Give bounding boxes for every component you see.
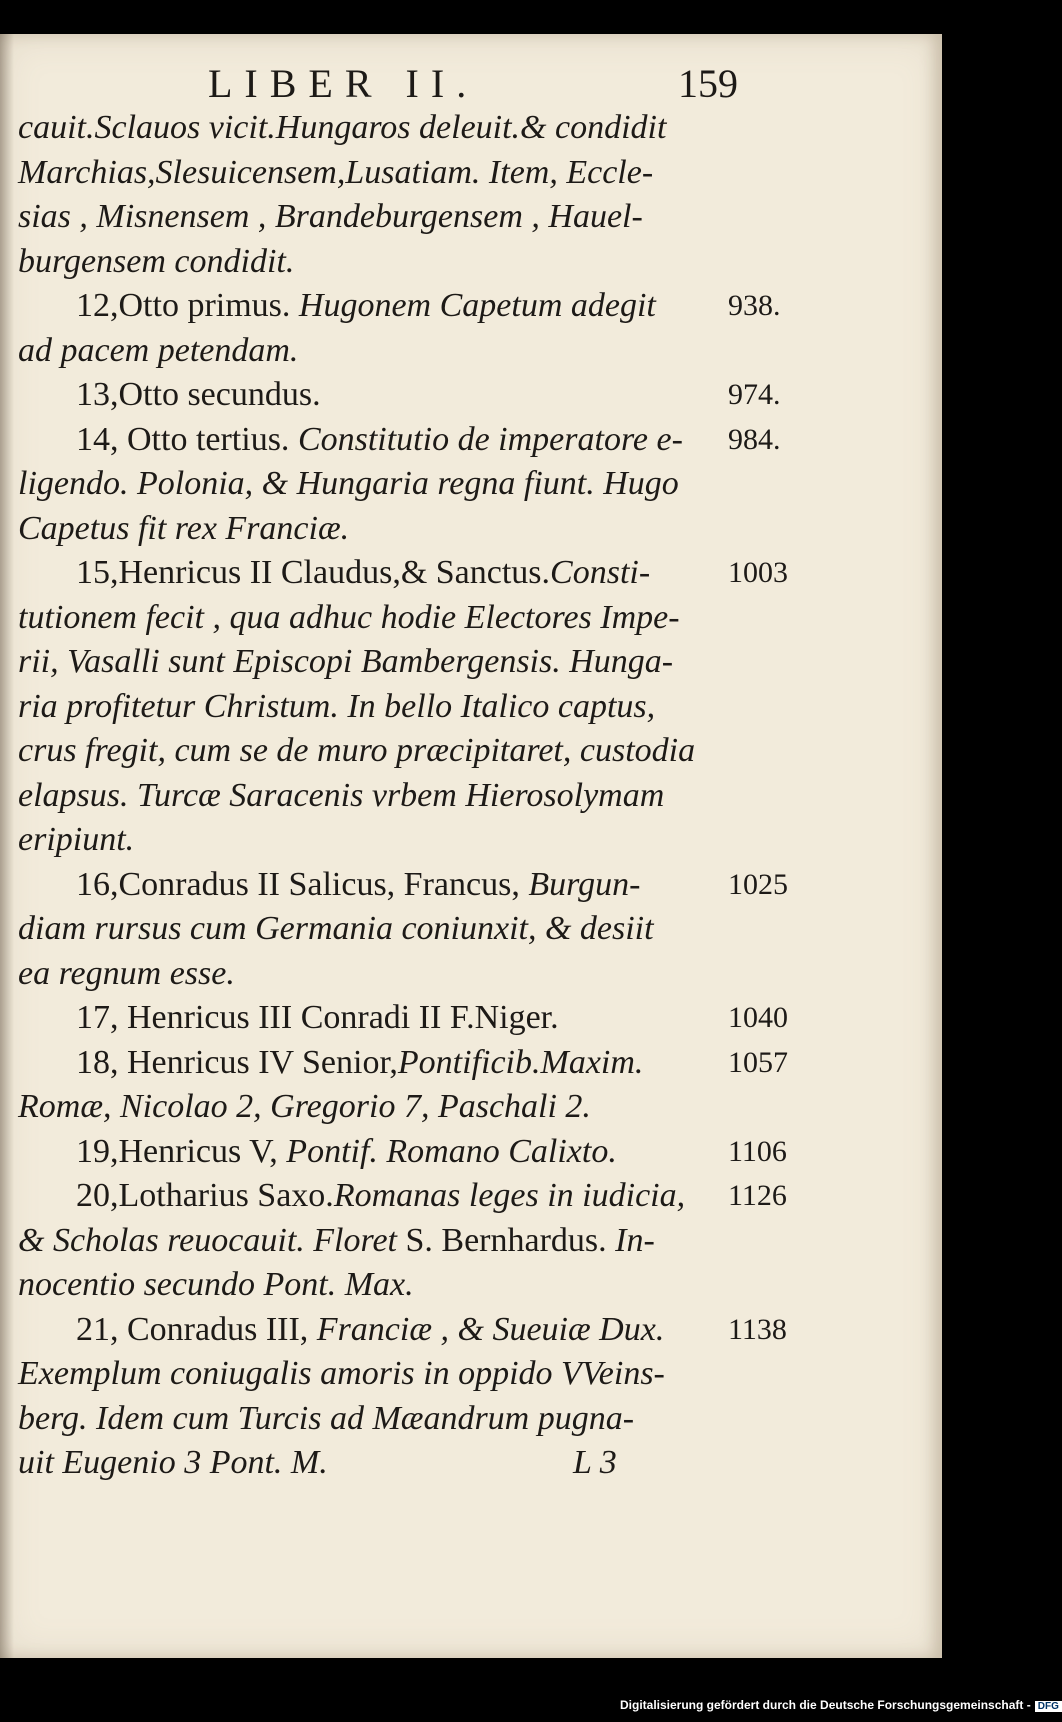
text-line xyxy=(18,1308,818,1353)
margin-year: 974. xyxy=(728,378,781,411)
margin-year: 984. xyxy=(728,422,781,456)
text-line xyxy=(18,284,818,329)
entry-title: 20,Lotharius Saxo. xyxy=(76,1177,334,1214)
italic-text: Marchias,Slesuicensem,Lusatiam. Item, Eccle- xyxy=(18,153,654,191)
entry-title: 13,Otto secundus. xyxy=(76,376,321,413)
margin-year: 1040 xyxy=(728,1001,788,1034)
margin-year: 1025 xyxy=(728,867,788,901)
text-line xyxy=(18,151,818,196)
text-line xyxy=(18,507,818,552)
text-line xyxy=(18,1352,818,1397)
text-line xyxy=(18,1219,818,1264)
italic-text: elapsus. Turcæ Saracenis vrbem Hierosolymam xyxy=(18,776,665,814)
italic-text: crus fregit, cum se de muro præcipitaret, custodia xyxy=(18,732,696,769)
entry-note: Constitutio de imperatore e- xyxy=(297,420,683,458)
italic-text: ria profitetur Christum. In bello Italico captus, xyxy=(18,687,656,725)
text-line xyxy=(18,106,818,151)
text-line xyxy=(18,1174,818,1219)
text-line xyxy=(18,1263,818,1308)
margin-year: 938. xyxy=(728,289,781,322)
running-header xyxy=(18,60,818,106)
text-line xyxy=(18,640,818,685)
entry-note: Pontificib.Maxim. xyxy=(397,1043,644,1081)
italic-text: In- xyxy=(615,1221,655,1259)
text-line xyxy=(18,996,818,1041)
margin-year: 1138 xyxy=(728,1312,787,1346)
entry-note: Consti- xyxy=(550,554,651,591)
text-line xyxy=(18,418,818,463)
text-line xyxy=(18,863,818,908)
signature-mark: L 3 xyxy=(573,1444,617,1481)
roman-text: S. Bernhardus. xyxy=(405,1221,616,1259)
italic-text: diam rursus cum Germania coniunxit, & desiit xyxy=(18,910,654,947)
text-line xyxy=(18,774,818,819)
italic-text: Capetus fit rex Franciæ. xyxy=(18,509,350,547)
entry-note: Pontif. Romano Calixto. xyxy=(286,1132,617,1170)
entry-title: 18, Henricus IV Senior, xyxy=(76,1043,398,1081)
page-number: 159 xyxy=(678,61,738,106)
italic-text: Exemplum coniugalis amoris in oppido VVeins- xyxy=(18,1355,665,1392)
text-line xyxy=(18,195,818,240)
entry-note: Burgun- xyxy=(528,865,641,903)
margin-year: 1126 xyxy=(728,1179,787,1212)
italic-text: berg. Idem cum Turcis ad Mæandrum pugna- xyxy=(18,1399,635,1437)
text-line xyxy=(18,818,818,863)
italic-text: tutionem fecit , qua adhuc hodie Electores Impe- xyxy=(18,598,680,636)
entry-title: 21, Conradus III, xyxy=(76,1310,317,1348)
italic-text: nocentio secundo Pont. Max. xyxy=(18,1266,414,1303)
text-line xyxy=(18,1085,818,1130)
italic-text: rii, Vasalli sunt Episcopi Bambergensis. Hunga- xyxy=(18,643,674,680)
italic-text: sias , Misnensem , Brandeburgensem , Hauel- xyxy=(18,198,643,235)
entry-title: 16,Conradus II Salicus, Francus, xyxy=(76,865,529,903)
funding-footer xyxy=(620,1698,1062,1712)
italic-text: ad pacem petendam. xyxy=(18,331,299,369)
entry-title: 12,Otto primus. xyxy=(76,287,299,324)
text-line xyxy=(18,1041,818,1086)
text-line xyxy=(18,596,818,641)
text-line xyxy=(18,729,818,774)
text-line xyxy=(18,1441,818,1486)
entry-title: 15,Henricus II Claudus,& Sanctus. xyxy=(76,554,551,591)
entry-note: Franciæ , & Sueuiæ Dux. xyxy=(316,1310,665,1348)
italic-text: cauit.Sclauos vicit.Hungaros deleuit.& condidit xyxy=(18,109,667,146)
margin-year: 1057 xyxy=(728,1045,788,1079)
page-content xyxy=(18,60,818,1486)
italic-text: ligendo. Polonia, & Hungaria regna fiunt. Hugo xyxy=(18,465,679,502)
italic-text: Romæ, Nicolao 2, Gregorio 7, Paschali 2. xyxy=(18,1088,591,1125)
italic-text: uit Eugenio 3 Pont. M. xyxy=(18,1444,328,1481)
text-line xyxy=(18,462,818,507)
italic-text: & Scholas reuocauit. Floret xyxy=(18,1221,406,1259)
gutter-shadow xyxy=(0,34,14,1658)
text-line xyxy=(18,551,818,596)
dfg-logo: DFG xyxy=(1035,1701,1062,1712)
margin-year: 1003 xyxy=(728,556,788,589)
text-line xyxy=(18,1130,818,1175)
italic-text: eripiunt. xyxy=(18,821,135,858)
italic-text: burgensem condidit. xyxy=(18,242,295,280)
header-title: LIBER II. xyxy=(208,61,479,106)
text-line xyxy=(18,373,818,418)
text-line xyxy=(18,952,818,997)
entry-title: 17, Henricus III Conradi II F.Niger. xyxy=(76,999,559,1036)
text-line xyxy=(18,685,818,730)
italic-text: ea regnum esse. xyxy=(18,954,235,992)
entry-note: Romanas leges in iudicia, xyxy=(333,1177,686,1214)
text-line xyxy=(18,240,818,285)
text-line xyxy=(18,907,818,952)
entry-note: Hugonem Capetum adegit xyxy=(298,287,656,324)
entry-title: 19,Henricus V, xyxy=(76,1132,287,1170)
text-body xyxy=(18,106,818,1486)
text-line xyxy=(18,329,818,374)
footer-text: Digitalisierung gefördert durch die Deutsche Forschungsgemeinschaft - xyxy=(620,1698,1031,1712)
text-line xyxy=(18,1397,818,1442)
entry-title: 14, Otto tertius. xyxy=(76,420,298,458)
margin-year: 1106 xyxy=(728,1134,787,1168)
